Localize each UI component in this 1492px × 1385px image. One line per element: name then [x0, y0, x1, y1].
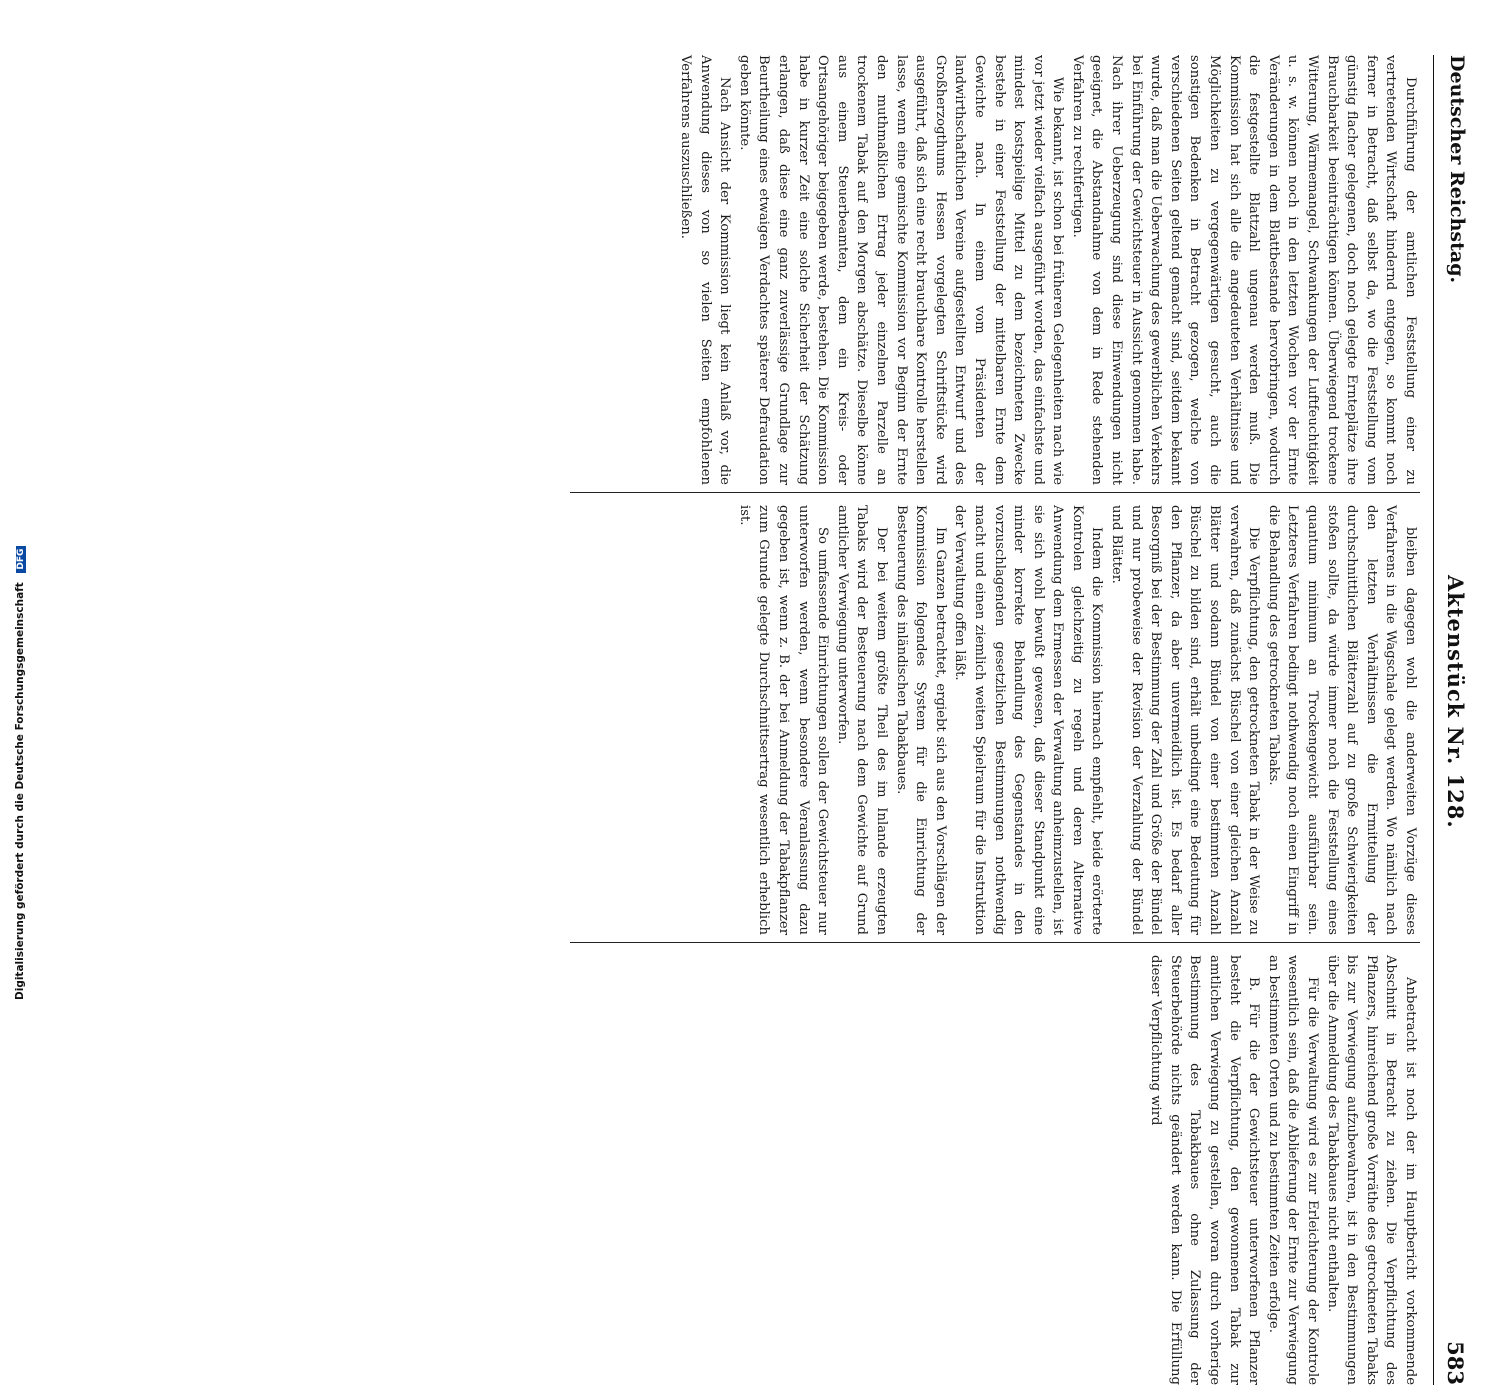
column-divider — [570, 492, 1420, 493]
rotated-newspaper-page — [52, 0, 1492, 1385]
credit-text: Digitalisierung gefördert durch die Deutsche Forschungsgemeinschaft — [14, 582, 26, 1000]
paragraph: bleiben dagegen wohl die anderweiten Vorzüge dieses Verfahrens in die Wagschale gelegt werden. Wo nämlich nach den letzten Verhältnissen die Ermittelung der durchschnittlichen Blätterzahl auf zu große Schwierigkeiten stoßen sollte, da würde immer noch die Feststellung eines quantum minimum an Trockengewicht ausführbar sein. Letzteres Verfahren bedingt nothwendig noch einen Eingriff in die Behandlung des getrockneten Tabaks. — [1265, 505, 1418, 935]
column-divider — [570, 942, 1420, 943]
header-publication: Deutscher Reichstag. — [1446, 55, 1468, 284]
paragraph: Anbetracht ist noch der im Hauptbericht vorkommende Abschnitt in Betracht zu ziehen. Die Verpflichtung des Pflanzers, hinreichend große Vorräthe des getrockneten Tabaks bis zur Verwiegung aufzubewahren, ist in den Bestimmungen über die Anmeldung des Tabakbaues nicht enthalten. — [1324, 955, 1418, 1385]
paragraph: Für die Verwaltung wird es zur Erleichterung der Kontrole wesentlich sein, daß die Ablieferung der Ernte zur Verwiegung an bestimmten Orten und zu bestimmten Zeiten erfolge. — [1265, 955, 1321, 1385]
paragraph: So umfassende Einrichtungen sollen der Gewichtsteuer nur unterworfen werden, wenn besondere Veranlassung dazu gegeben ist, wenn z. B. der bei Anmeldung der Tabakpflanzer zum Grunde gelegte Durchschnittsertrag wesentlich erheblich ist. — [736, 505, 831, 935]
paragraph: Wie bekannt, ist schon bei früheren Gelegenheiten nach wie vor jetzt wieder vielfach ausgeführt worden, das einfachste und mindest kostspielige Mittel zu dem bezeichneten Zwecke bestehe in einer Feststellung der mittelbaren Ernte dem Gewichte nach. In einem vom Präsidenten der landwirthschaftlichen Vereine aufgestellten Entwurf und des Großherzogthums Hessen vorgelegten Schriftstücke wird ausgeführt, daß sich eine recht brauchbare Kontrolle herstellen lasse, wenn eine gemischte Kommission vor Beginn der Ernte den muthmaßlichen Ertrag jeder einzelnen Parzelle an trockenem Tabak auf den Morgen abschätze. Dieselbe könne aus einem Steuerbeamten, dem ein Kreis- oder Ortsangehöriger beigegeben werde, bestehen. Die Kommission habe in kurzer Zeit eine solche Sicherheit der Schätzung erlangen, daß diese eine ganz zuverlässige Grundlage zur Beurtheilung eines etwaigen Verdachtes späterer Defraudation geben könnte. — [736, 55, 1066, 485]
text-column-middle — [570, 505, 1420, 935]
page-header — [1433, 55, 1474, 1385]
text-column-right — [570, 955, 1420, 1385]
header-document-number: Aktenstück Nr. 128. — [1443, 575, 1468, 829]
dfg-logo: DFG — [16, 546, 26, 573]
paragraph: B. Für die der Gewichtsteuer unterworfenen Pflanzer besteht die Verpflichtung, den gewonnenen Tabak zur amtlichen Verwiegung zu gestellen, woran durch vorherige Bestimmung des Tabakbaues ohne Zulassung der Steuerbehörde nichts geändert werden kann. Die Erfüllung dieser Verpflichtung wird — [1148, 955, 1262, 1385]
paragraph: Durchführung der amtlichen Feststellung einer zu vertretenden Wirtschaft hindernd entgegen, so kommt noch ferner in Betracht, daß selbst da, wo die Feststellung vom günstig flacher gelegenen, doch noch gelegte Ernteplätze ihre Brauchbarkeit beeinträchtigen können. Überwiegend trockene Witterung, Wärmemangel, Schwankungen der Luftfeuchtigkeit u. s. w. können noch in den letzten Wochen vor der Ernte Veränderungen in dem Blattbestande hervorbringen, wodurch die festgestellte Blattzahl ungenau werden muß. Die Kommission hat sich alle die angedeuteten Verhältnisse und Möglichkeiten zu vergegenwärtigen gesucht, auch die sonstigen Bedenken in Betracht gezogen, welche von verschiedenen Seiten geltend gemacht sind, seitdem bekannt wurde, daß man die Ueberwachung des gewerblichen Verkehrs bei Einführung der Gewichtsteuer in Aussicht genommen habe. Nach ihrer Ueberzeugung sind diese Einwendungen nicht geeignet, die Abstandnahme von dem in Rede stehenden Verfahren zu rechtfertigen. — [1069, 55, 1418, 485]
text-column-left — [570, 55, 1420, 485]
header-page-number: 583 — [1443, 1341, 1468, 1385]
digitization-credit — [14, 0, 28, 1000]
paragraph: Die Verpflichtung, den getrockneten Tabak in der Weise zu verwahren, daß zunächst Büschel von einer gleichen Anzahl Blätter und sodann Bündel von einer bestimmten Anzahl Büschel zu bilden sind, erhält unbedingt eine Bedeutung für den Pflanzer, da aber unvermeidlich ist. Es bedarf aller Besorgniß bei der Bestimmung der Zahl und Größe der Bündel und nur probeweise der Revision der Verzahlung der Bündel und Blätter. — [1109, 505, 1262, 935]
paragraph: Nach Ansicht der Kommission liegt kein Anlaß vor, die Anwendung dieses von so vielen Seiten empfohlenen Verfahrens auszuschließen. — [678, 55, 733, 485]
paragraph: Im Ganzen betrachtet, ergiebt sich aus den Vorschlägen der Kommission folgendes System für die Einrichtung der Besteuerung des inländischen Tabakbaues. — [893, 505, 948, 935]
paragraph: Der bei weitem größte Theil des im Inlande erzeugten Tabaks wird der Besteuerung nach dem Gewichte auf Grund amtlicher Verwiegung unterworfen. — [834, 505, 889, 935]
paragraph: Indem die Kommission hiernach empfiehlt, beide erörterte Kontrolen gleichzeitig zu regeln und deren Alternative Anwendung dem Ermessen der Verwaltung anheimzustellen, ist sie sich wohl bewußt gewesen, daß dieser Standpunkt eine minder korrekte Behandlung des Gegenstandes in den vorzuschlagenden gesetzlichen Bestimmungen nothwendig macht und einen ziemlich weiten Spielraum für die Instruktion der Verwaltung offen läßt. — [952, 505, 1105, 935]
